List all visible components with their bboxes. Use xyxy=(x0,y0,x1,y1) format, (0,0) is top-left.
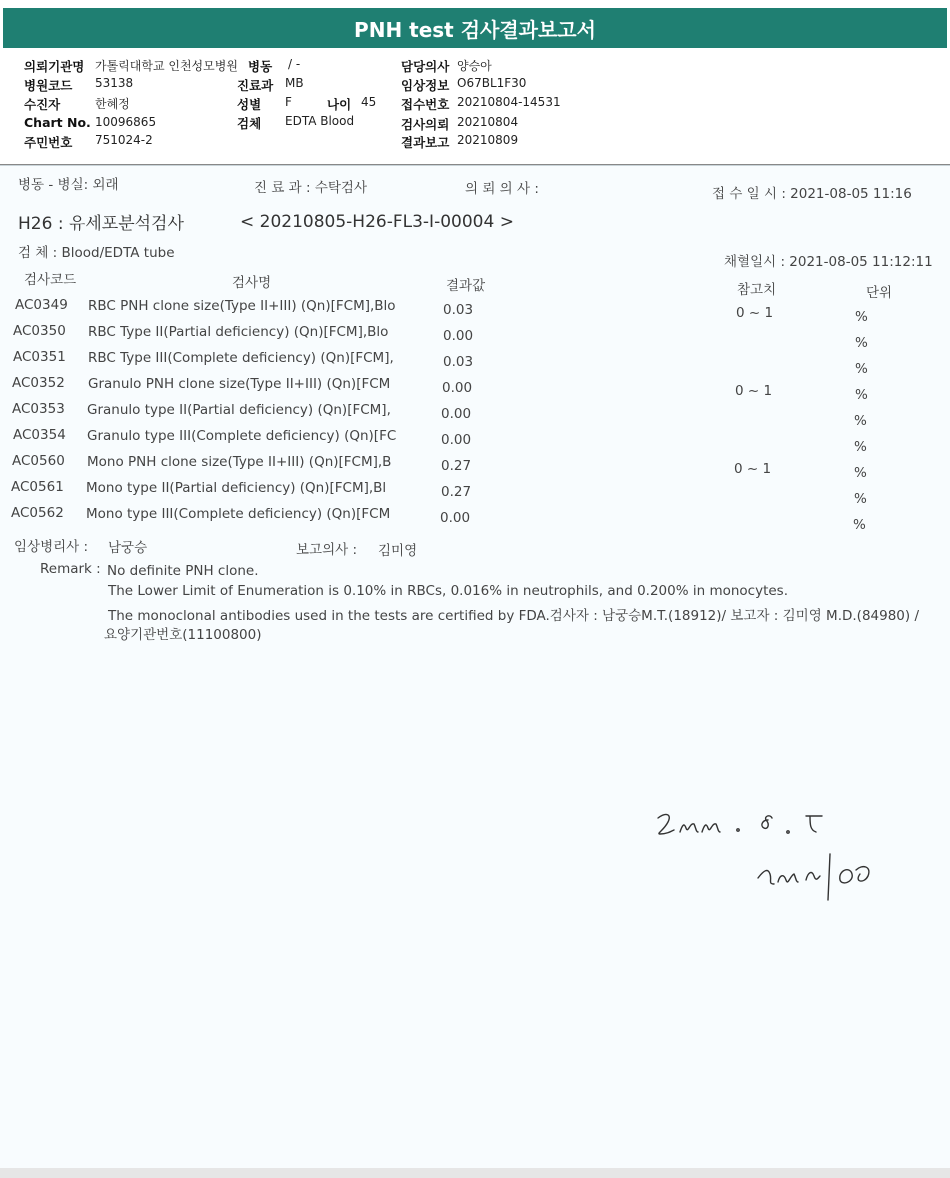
report-title: PNH test 검사결과보고서 xyxy=(3,8,947,48)
receipt-time: 접 수 일 시 : 2021-08-05 11:16 xyxy=(712,186,912,202)
col-unit-header: 단위 xyxy=(866,285,893,301)
row-ref-reference: 0 ~ 1 xyxy=(735,383,773,399)
title-bar xyxy=(0,0,950,52)
institution-label: 의뢰기관명 xyxy=(24,59,85,74)
row-code: AC0351 xyxy=(13,349,66,365)
row-name: Granulo type III(Complete deficiency) (Qn)[FC xyxy=(87,428,397,444)
resident-no-value: 751024-2 xyxy=(95,133,153,147)
department-line: 진 료 과 : 수탁검사 xyxy=(254,180,368,196)
row-result: 0.00 xyxy=(441,432,472,448)
resident-no-label: 주민번호 xyxy=(24,135,73,150)
row-name: RBC Type II(Partial deficiency) (Qn)[FCM],Blo xyxy=(88,324,389,340)
row-name: Granulo type II(Partial deficiency) (Qn)[FCM], xyxy=(87,402,391,418)
row-name: Mono type III(Complete deficiency) (Qn)[FCM xyxy=(86,506,391,522)
doctor-value: 양승아 xyxy=(457,59,492,73)
row-result: 0.03 xyxy=(443,354,474,370)
pathologist-label: 임상병리사 : xyxy=(14,539,89,555)
row-name: Granulo PNH clone size(Type II+III) (Qn)[FCM xyxy=(88,376,391,392)
row-code: AC0350 xyxy=(13,323,66,339)
row-unit: % xyxy=(855,387,868,403)
row-unit: % xyxy=(854,491,867,507)
chart-no-value: 10096865 xyxy=(95,115,157,129)
row-name: Mono type II(Partial deficiency) (Qn)[FCM],Bl xyxy=(86,480,387,496)
col-result-header: 결과값 xyxy=(446,278,486,294)
institution-value: 가톨릭대학교 인천성모병원 xyxy=(95,59,238,73)
row-result: 0.27 xyxy=(441,484,472,500)
row-unit: % xyxy=(854,413,867,429)
report-date-label: 결과보고 xyxy=(401,135,450,150)
row-result: 0.03 xyxy=(443,302,474,318)
row-name: RBC PNH clone size(Type II+III) (Qn)[FCM],Blo xyxy=(88,298,396,314)
remark-label: Remark : xyxy=(40,561,101,577)
row-ref-reference: 0 ~ 1 xyxy=(734,461,772,477)
clinical-info-label: 임상정보 xyxy=(401,78,450,93)
patient-label: 수진자 xyxy=(24,97,61,112)
patient-value: 한혜정 xyxy=(95,97,130,111)
row-unit: % xyxy=(854,465,867,481)
scanned-report xyxy=(0,165,950,1169)
specimen-id: < 20210805-H26-FL3-I-00004 > xyxy=(240,212,514,232)
remark-line-1: No definite PNH clone. xyxy=(107,563,259,579)
requester-line: 의 뢰 의 사 : xyxy=(465,181,539,197)
row-result: 0.27 xyxy=(441,458,472,474)
request-date-value: 20210804 xyxy=(457,115,519,129)
row-name: RBC Type III(Complete deficiency) (Qn)[FCM], xyxy=(88,350,394,366)
col-reference-header: 참고치 xyxy=(737,282,777,298)
ward-label: 병동 xyxy=(248,59,273,74)
chart-no-label: Chart No. xyxy=(24,115,91,130)
col-code-header: 검사코드 xyxy=(24,272,77,288)
row-ref-reference: 0 ~ 1 xyxy=(736,305,774,321)
doctor-label: 담당의사 xyxy=(401,59,450,74)
clinical-info-value: O67BL1F30 xyxy=(457,76,527,90)
request-date-label: 검사의뢰 xyxy=(401,117,450,132)
row-unit: % xyxy=(855,335,868,351)
row-code: AC0561 xyxy=(11,479,64,495)
remark-line-3: The monoclonal antibodies used in the tests are certified by FDA.검사자 : 남궁승M.T.(18912)/ 보고자 : 김미영 M.D.(84980) / xyxy=(108,608,919,624)
specimen-label: 검체 xyxy=(237,116,262,131)
department-label: 진료과 xyxy=(237,78,274,93)
hospital-code-label: 병원코드 xyxy=(24,78,73,93)
collection-time: 채혈일시 : 2021-08-05 11:12:11 xyxy=(724,254,933,270)
receipt-no-label: 접수번호 xyxy=(401,97,450,112)
ward-room-line: 병동 - 병실: 외래 xyxy=(18,177,119,193)
bottom-margin xyxy=(0,1168,950,1178)
row-code: AC0562 xyxy=(11,505,64,521)
row-code: AC0352 xyxy=(12,375,65,391)
age-value: 45 xyxy=(361,95,377,109)
row-name: Mono PNH clone size(Type II+III) (Qn)[FCM],B xyxy=(87,454,392,470)
remark-line-4: 요양기관번호(11100800) xyxy=(104,627,262,643)
row-code: AC0353 xyxy=(12,401,65,417)
specimen-value: EDTA Blood xyxy=(285,114,355,128)
hospital-code-value: 53138 xyxy=(95,76,134,90)
handwritten-signature xyxy=(640,804,900,904)
row-result: 0.00 xyxy=(442,380,473,396)
age-label: 나이 xyxy=(327,97,352,112)
row-result: 0.00 xyxy=(443,328,474,344)
row-code: AC0560 xyxy=(12,453,65,469)
report-date-value: 20210809 xyxy=(457,133,519,147)
test-name: H26 : 유세포분석검사 xyxy=(18,214,184,234)
report-header xyxy=(0,52,950,165)
row-unit: % xyxy=(853,517,866,533)
col-name-header: 검사명 xyxy=(232,275,272,291)
row-unit: % xyxy=(855,361,868,377)
row-unit: % xyxy=(854,439,867,455)
row-unit: % xyxy=(855,309,868,325)
row-code: AC0354 xyxy=(13,427,66,443)
specimen-line: 검 체 : Blood/EDTA tube xyxy=(18,245,175,261)
reporter-value: 김미영 xyxy=(378,543,418,559)
remark-line-2: The Lower Limit of Enumeration is 0.10% in RBCs, 0.016% in neutrophils, and 0.200% in monocytes. xyxy=(108,583,789,599)
row-result: 0.00 xyxy=(441,406,472,422)
pathologist-value: 남궁승 xyxy=(108,540,148,556)
ward-value: / - xyxy=(288,57,301,71)
department-value: MB xyxy=(285,76,304,90)
receipt-no-value: 20210804-14531 xyxy=(457,95,561,109)
reporter-label: 보고의사 : xyxy=(296,542,358,558)
sex-label: 성별 xyxy=(237,97,262,112)
row-code: AC0349 xyxy=(15,297,68,313)
row-result: 0.00 xyxy=(440,510,471,526)
sex-value: F xyxy=(285,95,292,109)
